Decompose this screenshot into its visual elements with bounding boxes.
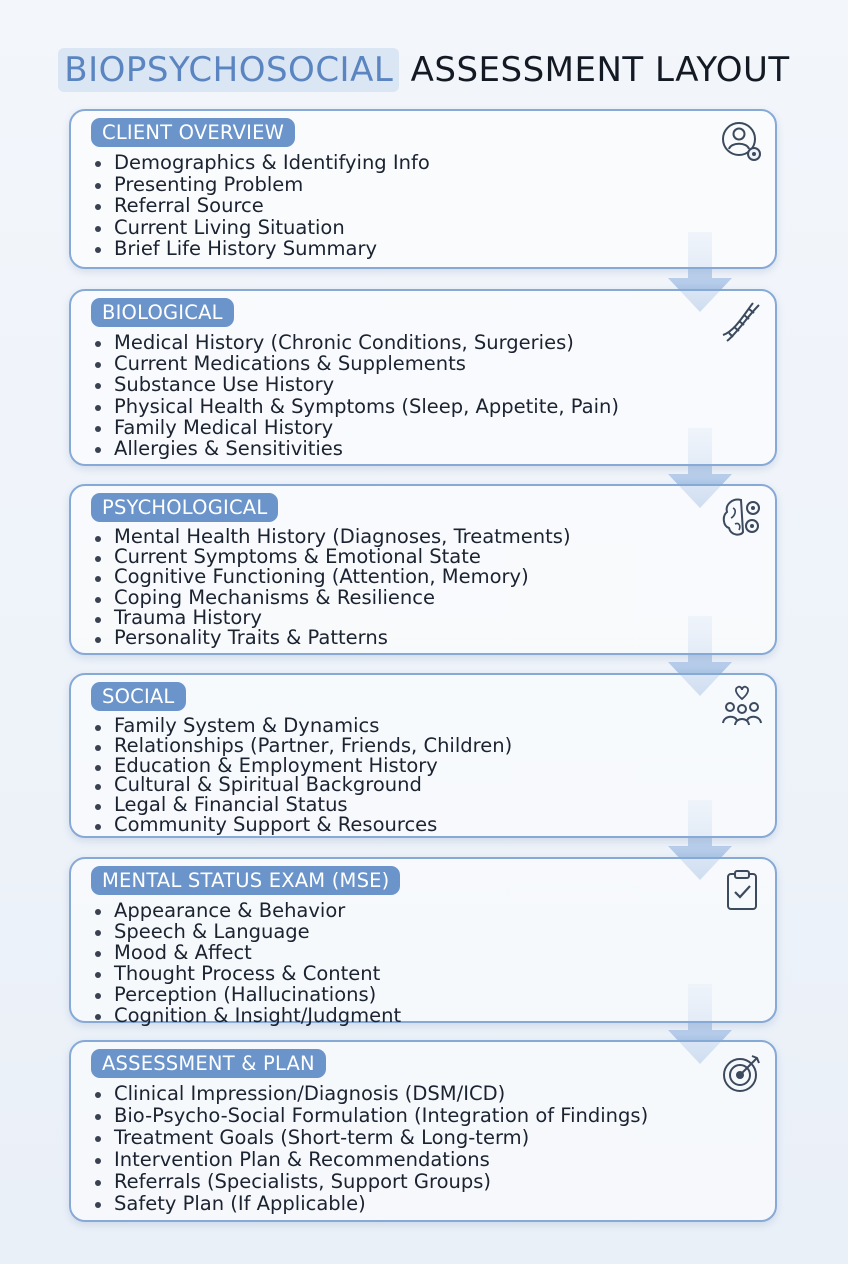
list-item: Referrals (Specialists, Support Groups) bbox=[92, 1171, 648, 1193]
list-item: Community Support & Resources bbox=[92, 815, 512, 835]
clipboard-check-icon bbox=[719, 867, 765, 913]
list-item: Personality Traits & Patterns bbox=[92, 628, 571, 648]
list-item: Treatment Goals (Short-term & Long-term) bbox=[92, 1127, 648, 1149]
section-label: SOCIAL bbox=[91, 682, 186, 711]
list-item: Legal & Financial Status bbox=[92, 795, 512, 815]
user-settings-icon bbox=[719, 119, 765, 165]
list-item: Relationships (Partner, Friends, Children) bbox=[92, 736, 512, 756]
section-label: PSYCHOLOGICAL bbox=[91, 493, 278, 522]
list-item: Allergies & Sensitivities bbox=[92, 438, 619, 459]
list-item: Safety Plan (If Applicable) bbox=[92, 1193, 648, 1215]
title-rest: ASSESSMENT LAYOUT bbox=[410, 50, 790, 90]
list-item: Clinical Impression/Diagnosis (DSM/ICD) bbox=[92, 1083, 648, 1105]
list-item: Demographics & Identifying Info bbox=[92, 152, 430, 174]
list-item: Referral Source bbox=[92, 195, 430, 217]
list-item: Trauma History bbox=[92, 608, 571, 628]
target-icon bbox=[719, 1050, 765, 1096]
list-item: Cognitive Functioning (Attention, Memory) bbox=[92, 567, 571, 587]
title-highlight: BIOPSYCHOSOCIAL bbox=[58, 48, 399, 92]
section-psychological bbox=[69, 484, 777, 655]
people-heart-icon bbox=[719, 683, 765, 729]
dna-icon bbox=[719, 299, 765, 345]
section-assessment-plan bbox=[69, 1040, 777, 1222]
section-social bbox=[69, 673, 777, 838]
list-item: Intervention Plan & Recommendations bbox=[92, 1149, 648, 1171]
section-biological bbox=[69, 289, 777, 466]
list-item: Cultural & Spiritual Background bbox=[92, 775, 512, 795]
list-item: Mood & Affect bbox=[92, 942, 401, 963]
section-label: BIOLOGICAL bbox=[91, 298, 234, 327]
list-item: Brief Life History Summary bbox=[92, 238, 430, 260]
list-item: Current Living Situation bbox=[92, 217, 430, 239]
section-client-overview bbox=[69, 109, 777, 269]
list-item: Current Symptoms & Emotional State bbox=[92, 547, 571, 567]
section-label: CLIENT OVERVIEW bbox=[91, 118, 295, 147]
list-item: Cognition & Insight/Judgment bbox=[92, 1005, 401, 1026]
brain-gears-icon bbox=[719, 494, 765, 540]
list-item: Family System & Dynamics bbox=[92, 716, 512, 736]
section-mental-status-exam bbox=[69, 857, 777, 1027]
list-item: Speech & Language bbox=[92, 921, 401, 942]
list-item: Appearance & Behavior bbox=[92, 900, 401, 921]
list-item: Current Medications & Supplements bbox=[92, 353, 619, 374]
list-item: Substance Use History bbox=[92, 374, 619, 395]
list-item: Mental Health History (Diagnoses, Treatments) bbox=[92, 527, 571, 547]
list-item: Education & Employment History bbox=[92, 756, 512, 776]
list-item: Presenting Problem bbox=[92, 174, 430, 196]
list-item: Coping Mechanisms & Resilience bbox=[92, 588, 571, 608]
list-item: Family Medical History bbox=[92, 417, 619, 438]
list-item: Thought Process & Content bbox=[92, 963, 401, 984]
list-item: Bio-Psycho-Social Formulation (Integration of Findings) bbox=[92, 1105, 648, 1127]
section-label: MENTAL STATUS EXAM (MSE) bbox=[91, 866, 400, 895]
list-item: Physical Health & Symptoms (Sleep, Appetite, Pain) bbox=[92, 396, 619, 417]
section-label: ASSESSMENT & PLAN bbox=[91, 1049, 326, 1078]
list-item: Medical History (Chronic Conditions, Surgeries) bbox=[92, 332, 619, 353]
page-title bbox=[0, 48, 848, 92]
list-item: Perception (Hallucinations) bbox=[92, 984, 401, 1005]
